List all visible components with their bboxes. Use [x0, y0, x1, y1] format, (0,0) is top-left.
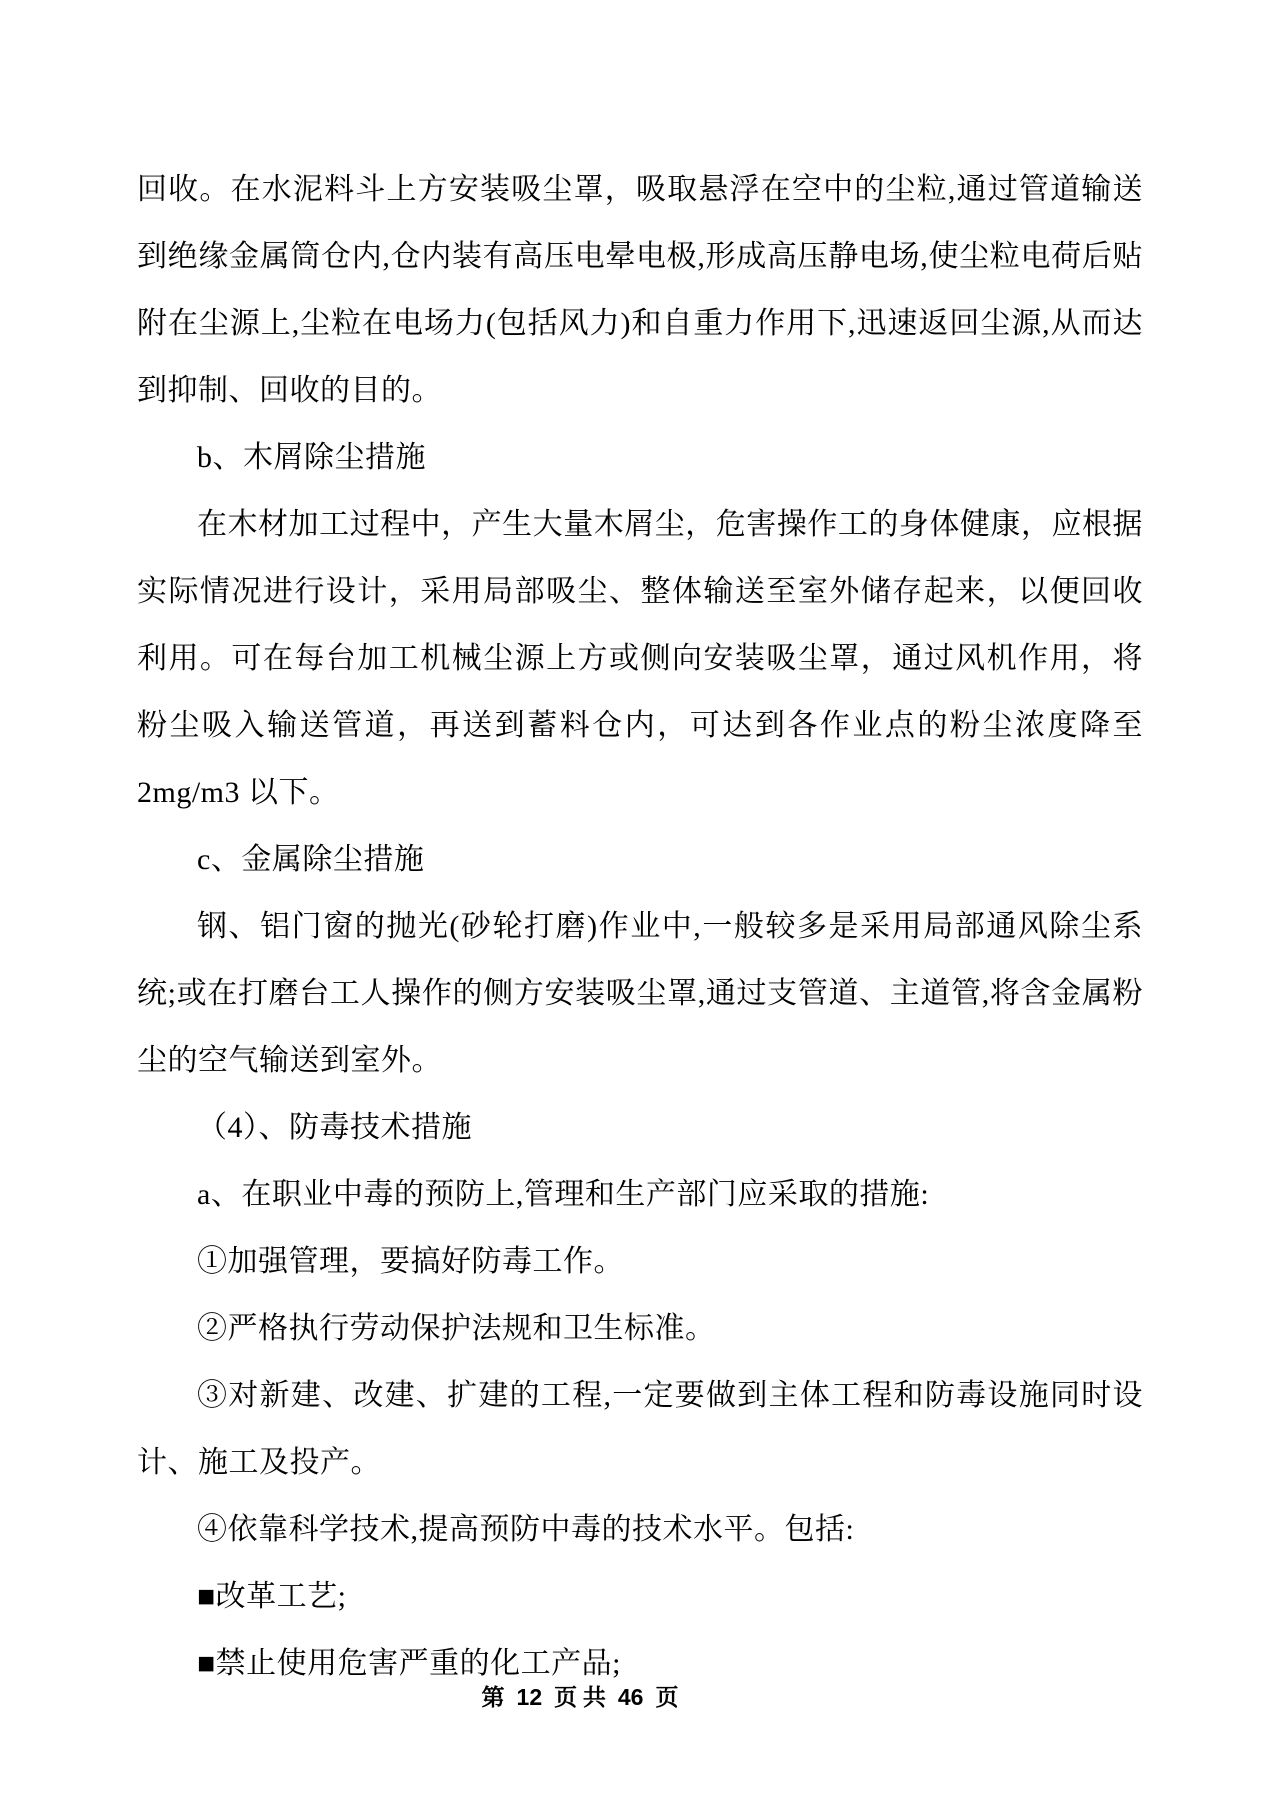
list-item-new-projects: ③对新建、改建、扩建的工程,一定要做到主体工程和防毒设施同时设计、施工及投产。	[137, 1379, 1143, 1479]
list-item-science-technology: ④依靠科学技术,提高预防中毒的技术水平。包括:	[197, 1513, 855, 1546]
footer-label-di: 第	[481, 1685, 505, 1710]
paragraph-metal-dust: 钢、铝门窗的抛光(砂轮打磨)作业中,一般较多是采用局部通风除尘系统;或在打磨台工人操作的侧方安装吸尘罩,通过支管道、主道管,将含金属粉尘的空气输送到室外。	[137, 910, 1143, 1077]
list-item-strengthen-management: ①加强管理，要搞好防毒工作。	[197, 1245, 624, 1278]
page-footer	[0, 1679, 1160, 1712]
paragraph-dust-recycle-continuation: 回收。在水泥料斗上方安装吸尘罩，吸取悬浮在空中的尘粒,通过管道输送到绝缘金属筒仓内,仓内装有高压电晕电极,形成高压静电场,使尘粒电荷后贴附在尘源上,尘粒在电场力(包括风力)和自重力作用下,迅速返回尘源,从而达到抑制、回收的目的。	[137, 173, 1143, 407]
document-body	[137, 156, 1143, 1697]
heading-sawdust-dust-measures: b、木屑除尘措施	[197, 441, 426, 474]
footer-page-number: 12	[516, 1684, 543, 1710]
bullet-item-ban-chemicals: ■禁止使用危害严重的化工产品;	[197, 1647, 621, 1680]
footer-total-pages: 46	[617, 1684, 644, 1710]
footer-label-ye: 页	[655, 1685, 679, 1710]
bullet-item-reform-process: ■改革工艺;	[197, 1580, 347, 1613]
heading-antipoison-measures: （4）、防毒技术措施	[197, 1111, 472, 1144]
paragraph-sawdust-dust: 在木材加工过程中，产生大量木屑尘，危害操作工的身体健康，应根据实际情况进行设计，采用局部吸尘、整体输送至室外储存起来，以便回收利用。可在每台加工机械尘源上方或侧向安装吸尘罩，通过风机作用，将粉尘吸入输送管道，再送到蓄料仓内，可达到各作业点的粉尘浓度降至 2mg/m3 以下。	[137, 508, 1143, 809]
paragraph-poison-prevention-intro: a、在职业中毒的预防上,管理和生产部门应采取的措施:	[197, 1178, 930, 1211]
footer-label-ye-gong: 页 共	[554, 1685, 606, 1710]
heading-metal-dust-measures: c、金属除尘措施	[197, 843, 425, 876]
list-item-labor-protection: ②严格执行劳动保护法规和卫生标准。	[197, 1312, 716, 1345]
